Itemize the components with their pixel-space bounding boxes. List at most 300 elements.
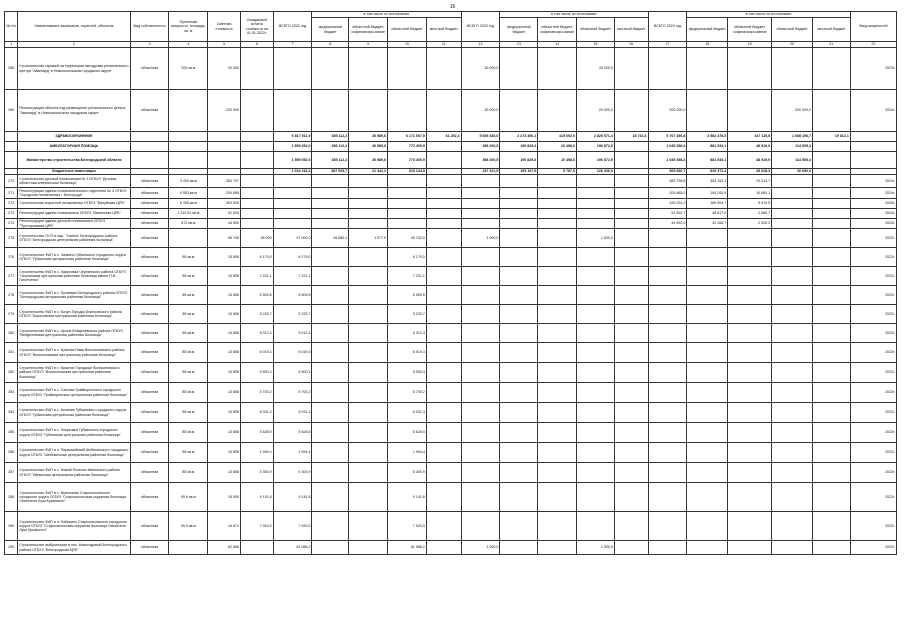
amount-cell <box>813 324 851 343</box>
amount-cell: 48 817,0 <box>687 209 728 219</box>
object-name: Строительство ФАП в с. Калинин Губкинского городского округа ОГБУЗ "Губкинская центральная районная больница" <box>18 403 130 423</box>
amount-cell: 398 200,5 <box>461 142 500 152</box>
amount-cell <box>273 175 312 188</box>
amount-cell <box>772 209 813 219</box>
amount-cell: 5 700,2 <box>273 383 312 403</box>
amount-cell <box>614 248 648 267</box>
table-row <box>5 219 897 229</box>
amount-cell <box>240 175 273 188</box>
amount-cell: 6 509,6 <box>240 286 273 305</box>
amount-cell <box>426 142 461 152</box>
column-number: 13 <box>500 42 538 48</box>
amount-cell: 204 885,0 <box>648 188 687 199</box>
amount-cell <box>426 483 461 512</box>
amount-cell <box>426 363 461 383</box>
amount-cell <box>312 219 349 229</box>
amount-cell <box>349 305 388 324</box>
amount-cell: 453 526 <box>208 199 241 209</box>
amount-cell <box>772 305 813 324</box>
amount-cell <box>500 363 538 383</box>
capacity-cell: 85 кв.м <box>169 463 208 483</box>
amount-cell <box>728 286 772 305</box>
amount-cell <box>312 443 349 463</box>
amount-cell <box>500 199 538 209</box>
amount-cell <box>312 199 349 209</box>
capacity-cell: 6 308 кв.м <box>169 199 208 209</box>
amount-cell <box>648 512 687 541</box>
amount-cell: 7 943,5 <box>388 512 427 541</box>
amount-cell <box>461 305 500 324</box>
amount-cell: 81 086,2 <box>273 541 312 555</box>
ownership-cell: областная <box>130 267 169 286</box>
table-row <box>5 463 897 483</box>
amount-cell <box>500 48 538 90</box>
amount-cell: 6 031,3 <box>273 403 312 423</box>
col-header-estimate: Сметная стоимость <box>208 12 241 42</box>
amount-cell: 5 628,5 <box>388 423 427 443</box>
amount-cell <box>614 219 648 229</box>
amount-cell <box>388 175 427 188</box>
amount-cell <box>349 403 388 423</box>
capacity-cell: 200 кв.м <box>169 48 208 90</box>
amount-cell: 81 086,2 <box>388 541 427 555</box>
amount-cell <box>728 383 772 403</box>
amount-cell <box>312 286 349 305</box>
amount-cell <box>500 305 538 324</box>
col-header-total-2024: ВСЕГО 2024 год <box>648 12 687 42</box>
amount-cell <box>614 512 648 541</box>
amount-cell <box>538 219 577 229</box>
amount-cell: 58 000 <box>240 229 273 248</box>
capacity-cell <box>169 541 208 555</box>
amount-cell <box>577 286 615 305</box>
amount-cell <box>500 463 538 483</box>
amount-cell <box>538 423 577 443</box>
amount-cell <box>349 175 388 188</box>
amount-cell <box>772 199 813 209</box>
amount-cell <box>772 324 813 343</box>
amount-cell <box>349 267 388 286</box>
amount-cell <box>388 48 427 90</box>
amount-cell: 48 519,9 <box>728 142 772 152</box>
amount-cell: 355 112,2 <box>312 132 349 142</box>
object-name: Строительство ФАП в с. Красная Нива Волоконовского района ОГБУЗ "Волоконовская центральная районная больница" <box>18 343 130 363</box>
amount-cell <box>648 248 687 267</box>
amount-cell <box>538 286 577 305</box>
row-number: 279 <box>5 305 18 324</box>
amount-cell <box>577 248 615 267</box>
sources-label-2023: в том числе по источникам: <box>500 12 648 18</box>
table-body <box>5 48 897 555</box>
amount-cell: 20 013,7 <box>728 175 772 188</box>
amount-cell <box>648 267 687 286</box>
amount-cell <box>813 48 851 90</box>
object-name: Строительство ФАП в с. Чапкино Губкинского городского округа ОГБУЗ "Губкинская центральная районная больница" <box>18 248 130 267</box>
amount-cell <box>349 423 388 443</box>
amount-cell: 881 933,1 <box>687 152 728 169</box>
amount-cell <box>426 343 461 363</box>
ownership-cell: областная <box>130 199 169 209</box>
amount-cell <box>426 541 461 555</box>
col-header-local-2023: местный бюджет <box>614 18 648 42</box>
amount-cell: 5 225,7 <box>240 305 273 324</box>
amount-cell: 363 783,1 <box>687 175 728 188</box>
amount-cell: 5 300,9 <box>273 463 312 483</box>
amount-cell <box>312 403 349 423</box>
amount-cell: 5 012,4 <box>388 324 427 343</box>
row-number: 288 <box>5 483 18 512</box>
amount-cell: 9 141,8 <box>240 483 273 512</box>
table-row <box>5 363 897 383</box>
commissioning-year: 2024г. <box>850 175 896 188</box>
amount-cell <box>273 209 312 219</box>
amount-cell <box>538 188 577 199</box>
row-number: 290 <box>5 541 18 555</box>
object-name: Бюджетные инвестиции <box>18 169 130 175</box>
amount-cell <box>312 175 349 188</box>
ownership-cell: областная <box>130 443 169 463</box>
amount-cell <box>312 324 349 343</box>
amount-cell <box>577 209 615 219</box>
amount-cell <box>240 142 273 152</box>
commissioning-year: 2023г. <box>850 48 896 90</box>
table-row <box>5 443 897 463</box>
amount-cell <box>813 423 851 443</box>
amount-cell: 1 577,9 <box>349 229 388 248</box>
object-name: Строительство ФАП в с. Выползово Старооскольского городского округа ОГБУЗ "Старооскольская окружная больница Святителя Луки Крымского" <box>18 483 130 512</box>
amount-cell <box>648 286 687 305</box>
amount-cell: 5 787,5 <box>538 169 577 175</box>
amount-cell <box>728 443 772 463</box>
amount-cell: 6 171 007,5 <box>388 132 427 142</box>
amount-cell <box>461 175 500 188</box>
amount-cell <box>728 363 772 383</box>
amount-cell <box>538 48 577 90</box>
ownership-cell: областная <box>130 229 169 248</box>
amount-cell <box>772 483 813 512</box>
amount-cell: 355 112,2 <box>312 142 349 152</box>
amount-cell <box>577 463 615 483</box>
amount-cell <box>577 188 615 199</box>
ownership-cell: областная <box>130 305 169 324</box>
amount-cell <box>312 383 349 403</box>
capacity-cell: 85 кв.м <box>169 423 208 443</box>
amount-cell: 19 812,1 <box>813 132 851 142</box>
row-number: 282 <box>5 363 18 383</box>
amount-cell: 30 589,6 <box>349 142 388 152</box>
column-number: 3 <box>130 42 169 48</box>
amount-cell: 15 858 <box>208 286 241 305</box>
amount-cell <box>500 324 538 343</box>
amount-cell: 1 000,0 <box>461 229 500 248</box>
table-row <box>5 229 897 248</box>
amount-cell: 15 858 <box>208 248 241 267</box>
amount-cell <box>461 443 500 463</box>
ownership-cell: областная <box>130 188 169 199</box>
amount-cell: 18 059 <box>208 483 241 512</box>
amount-cell: 57 000,0 <box>273 229 312 248</box>
row-number: 277 <box>5 267 18 286</box>
amount-cell <box>240 209 273 219</box>
amount-cell: 48 519,9 <box>728 152 772 169</box>
amount-cell <box>388 90 427 132</box>
amount-cell <box>577 443 615 463</box>
column-number: 10 <box>388 42 427 48</box>
amount-cell <box>500 512 538 541</box>
amount-cell <box>772 248 813 267</box>
amount-cell: 6 031,3 <box>388 403 427 423</box>
amount-cell: 126 336,0 <box>577 169 615 175</box>
amount-cell <box>538 209 577 219</box>
amount-cell: 10 498,6 <box>538 142 577 152</box>
column-number: 7 <box>273 42 312 48</box>
amount-cell: 180 904,7 <box>687 199 728 209</box>
amount-cell <box>538 90 577 132</box>
column-number: 8 <box>312 42 349 48</box>
amount-cell <box>577 324 615 343</box>
commissioning-year: 2024г. <box>850 90 896 132</box>
amount-cell: 30 589,6 <box>349 152 388 169</box>
amount-cell <box>813 383 851 403</box>
amount-cell <box>728 305 772 324</box>
amount-cell <box>813 403 851 423</box>
amount-cell <box>728 90 772 132</box>
row-number: 272 <box>5 199 18 209</box>
table-row <box>5 423 897 443</box>
amount-cell <box>461 343 500 363</box>
amount-cell <box>349 219 388 229</box>
amount-cell <box>813 142 851 152</box>
amount-cell: 5 300,9 <box>388 463 427 483</box>
object-name: Строительство ФАП в с. Новый Поселок Ивнянского района ОГБУЗ "Ивнянская центральная районная больница" <box>18 463 130 483</box>
row-number: 274 <box>5 219 18 229</box>
ownership-cell <box>130 132 169 142</box>
amount-cell <box>388 199 427 209</box>
amount-cell <box>538 305 577 324</box>
amount-cell <box>208 132 241 142</box>
amount-cell: 6 019,3 <box>273 343 312 363</box>
table-row <box>5 383 897 403</box>
amount-cell <box>772 512 813 541</box>
amount-cell: 1 994,4 <box>388 443 427 463</box>
amount-cell <box>538 383 577 403</box>
amount-cell: 5 012,4 <box>273 324 312 343</box>
amount-cell <box>426 248 461 267</box>
amount-cell <box>426 383 461 403</box>
amount-cell: 387 929,7 <box>312 169 349 175</box>
amount-cell: 5 300,9 <box>240 463 273 483</box>
amount-cell <box>461 423 500 443</box>
capacity-cell: 4 553 кв.м <box>169 188 208 199</box>
amount-cell <box>312 248 349 267</box>
commissioning-year: 2022г. <box>850 363 896 383</box>
amount-cell <box>687 324 728 343</box>
amount-cell: 204 885 <box>208 188 241 199</box>
amount-cell: 10 684,1 <box>728 188 772 199</box>
amount-cell <box>388 209 427 219</box>
capacity-cell: 85 кв.м <box>169 383 208 403</box>
amount-cell <box>687 541 728 555</box>
commissioning-year: 2024г. <box>850 209 896 219</box>
amount-cell: 15 858 <box>208 343 241 363</box>
amount-cell: 114 905,4 <box>772 152 813 169</box>
amount-cell <box>813 219 851 229</box>
capacity-cell: 85 кв.м <box>169 248 208 267</box>
amount-cell <box>461 512 500 541</box>
amount-cell <box>614 324 648 343</box>
col-header-regional-2022: областной бюджет <box>388 18 427 42</box>
amount-cell <box>813 305 851 324</box>
amount-cell: 615 144,5 <box>388 169 427 175</box>
amount-cell: 2 273 350,1 <box>500 132 538 142</box>
column-number: 4 <box>169 42 208 48</box>
amount-cell: 6 509,6 <box>273 286 312 305</box>
amount-cell <box>614 343 648 363</box>
row-number: 268 <box>5 48 18 90</box>
amount-cell <box>577 343 615 363</box>
amount-cell: 82 086 <box>208 541 241 555</box>
amount-cell <box>349 188 388 199</box>
amount-cell: 42 266,7 <box>687 219 728 229</box>
amount-cell <box>614 209 648 219</box>
amount-cell <box>461 188 500 199</box>
ownership-cell: областная <box>130 175 169 188</box>
amount-cell: 196 872,5 <box>577 152 615 169</box>
amount-cell <box>648 229 687 248</box>
amount-cell <box>614 443 648 463</box>
table-row <box>5 305 897 324</box>
budget-table <box>4 11 897 555</box>
capacity-cell <box>169 132 208 142</box>
table-row <box>5 48 897 90</box>
amount-cell <box>687 512 728 541</box>
amount-cell <box>461 363 500 383</box>
amount-cell <box>461 209 500 219</box>
amount-cell <box>426 403 461 423</box>
amount-cell <box>426 48 461 90</box>
amount-cell <box>461 463 500 483</box>
amount-cell <box>577 363 615 383</box>
ownership-cell: областная <box>130 324 169 343</box>
amount-cell <box>772 383 813 403</box>
amount-cell <box>772 363 813 383</box>
col-header-total-2022: ВСЕГО 2022 год <box>273 12 312 42</box>
amount-cell: 5 012,4 <box>240 324 273 343</box>
amount-cell <box>648 541 687 555</box>
amount-cell <box>426 443 461 463</box>
row-number <box>5 142 18 152</box>
amount-cell <box>614 175 648 188</box>
amount-cell <box>312 463 349 483</box>
column-number: 18 <box>687 42 728 48</box>
amount-cell: 2 825 571,4 <box>577 132 615 142</box>
amount-cell: 190 829,4 <box>500 152 538 169</box>
amount-cell: 6 019,3 <box>388 343 427 363</box>
amount-cell: 15 858 <box>208 363 241 383</box>
amount-cell <box>500 209 538 219</box>
amount-cell: 398 200,5 <box>461 152 500 169</box>
table-row <box>5 188 897 199</box>
amount-cell: 105 197,5 <box>500 169 538 175</box>
amount-cell <box>240 541 273 555</box>
ownership-cell: областная <box>130 512 169 541</box>
amount-cell <box>538 229 577 248</box>
amount-cell <box>614 463 648 483</box>
amount-cell <box>813 188 851 199</box>
amount-cell <box>648 48 687 90</box>
amount-cell <box>728 463 772 483</box>
object-name: Строительство ОСП в мкр. "Улитка" Белгородского района ОГБУЗ "Белгородская центральная районная больница" <box>18 229 130 248</box>
amount-cell: 1 994,4 <box>273 443 312 463</box>
ownership-cell: областная <box>130 90 169 132</box>
amount-cell <box>461 483 500 512</box>
amount-cell: 58 706 <box>208 229 241 248</box>
amount-cell <box>614 363 648 383</box>
amount-cell <box>426 324 461 343</box>
amount-cell <box>426 305 461 324</box>
column-number: 9 <box>349 42 388 48</box>
amount-cell: 20 000,0 <box>461 90 500 132</box>
ownership-cell: областная <box>130 209 169 219</box>
amount-cell <box>273 90 312 132</box>
col-header-remaining: Ожидаемый остаток стоимости на 01.01.2022г. <box>240 12 273 42</box>
commissioning-year: 2022г. <box>850 443 896 463</box>
amount-cell <box>687 423 728 443</box>
amount-cell <box>772 541 813 555</box>
col-header-name: Наименование заказчиков, отраслей, объектов <box>18 12 130 42</box>
amount-cell <box>813 229 851 248</box>
capacity-cell: 85 кв.м <box>169 443 208 463</box>
amount-cell <box>500 541 538 555</box>
ownership-cell: областная <box>130 541 169 555</box>
amount-cell <box>349 512 388 541</box>
amount-cell <box>687 383 728 403</box>
amount-cell <box>687 343 728 363</box>
amount-cell: 5 628,5 <box>240 423 273 443</box>
amount-cell: 419 692,0 <box>538 132 577 142</box>
amount-cell <box>728 248 772 267</box>
column-number: 17 <box>648 42 687 48</box>
amount-cell <box>687 248 728 267</box>
amount-cell <box>426 175 461 188</box>
ownership-cell: областная <box>130 403 169 423</box>
capacity-cell: 85 кв.м <box>169 363 208 383</box>
amount-cell <box>813 363 851 383</box>
col-header-num: № п/п <box>5 12 18 42</box>
amount-cell: 15 858 <box>208 305 241 324</box>
amount-cell: 1 045 358,4 <box>648 152 687 169</box>
amount-cell: 5 628,5 <box>273 423 312 443</box>
amount-cell <box>538 463 577 483</box>
column-number: 6 <box>240 42 273 48</box>
amount-cell <box>614 267 648 286</box>
row-number: 287 <box>5 463 18 483</box>
col-header-federal-2024: федеральный бюджет <box>687 18 728 42</box>
amount-cell <box>728 512 772 541</box>
amount-cell <box>240 48 273 90</box>
col-header-ownership: Вид собственности <box>130 12 169 42</box>
amount-cell <box>772 188 813 199</box>
amount-cell <box>312 343 349 363</box>
amount-cell <box>614 305 648 324</box>
column-number: 12 <box>461 42 500 48</box>
object-name: Строительство ФАП в с. Орлов Вейделевского района ОГБУЗ "Вейделевская центральная районная больница" <box>18 324 130 343</box>
amount-cell <box>461 199 500 209</box>
amount-cell <box>426 188 461 199</box>
amount-cell <box>349 48 388 90</box>
amount-cell <box>538 248 577 267</box>
amount-cell <box>349 463 388 483</box>
